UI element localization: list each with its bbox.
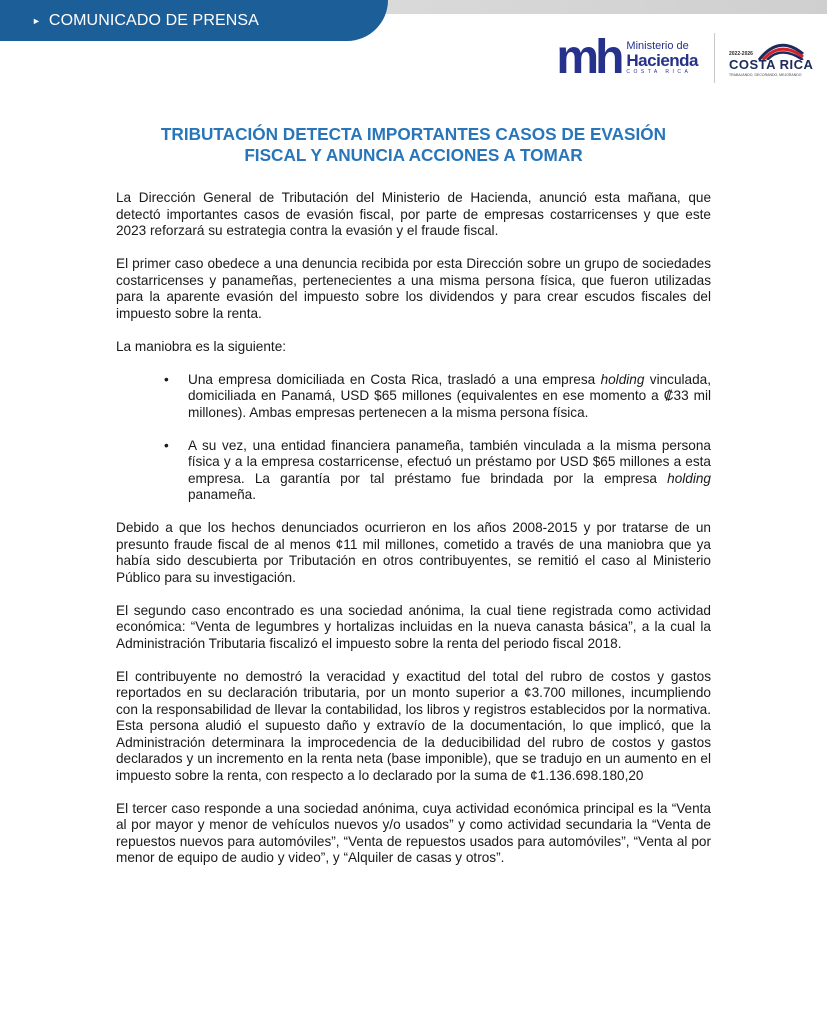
cr-logo-name: COSTA RICA <box>729 56 814 72</box>
maneuver-list <box>116 372 711 504</box>
paragraph-referral: Debido a que los hechos denunciados ocurrieron en los años 2008-2015 y por tratarse de un presunto fraude fiscal de al menos ¢11 mil millones, cometido a través de una maniobra que ya había sido descubierta por Tributación en otros contribuyentes, se remitió el caso al Ministerio Público para su investigación. <box>116 520 711 585</box>
paragraph-maneuver-intro: La maniobra es la siguiente: <box>116 338 287 354</box>
logo-divider <box>714 33 715 83</box>
list-item-emphasis: holding <box>600 371 645 387</box>
mh-logo-line2: Hacienda <box>626 50 698 70</box>
paragraph-intro: La Dirección General de Tributación del Ministerio de Hacienda, anunció esta mañana, que detectó importantes casos de evasión fiscal, por parte de empresas costarricenses y que este 2023 reforzará su estrategia contra la evasión y el fraude fiscal. <box>116 190 711 238</box>
list-item <box>164 437 711 504</box>
paragraph-first-case: El primer caso obedece a una denuncia recibida por esta Dirección sobre un grupo de sociedades costarricenses y panameñas, pertenecientes a una misma persona física, que fueron utilizadas para la aparente evasión del impuesto sobre los dividendos y para crear escudos fiscales del impuesto sobre la renta. <box>116 256 711 321</box>
cr-logo-tagline: TRABAJANDO, DECORANDO, MEJORANDO <box>729 72 802 77</box>
banner-label: COMUNICADO DE PRENSA <box>48 11 259 29</box>
mh-logo-line3: COSTA RICA <box>626 68 692 75</box>
list-item-text-end: panameña. <box>188 487 257 502</box>
list-item-text-end: vinculada, domiciliada en Panamá, USD $65 millones (equivalentes en ese momento a ₡33 mil millones). Ambas empresas pertenecen a la misma persona física. <box>188 371 711 420</box>
paragraph-second-case-detail: El contribuyente no demostró la veracidad y exactitud del total del rubro de costos y gastos reportados en su declaración tributaria, por un monto superior a ¢3.700 millones, incumpliendo con la responsabilidad de llevar la contabilidad, los libros y registros establecidos por la normativa. Esta persona aludió el supuesto daño y extravío de la documentación, lo que implicó, que la Administración determinara la improcedencia de la deducibilidad del rubro de costos y gastos declarados y un incremento en la renta neta (base imponible), que se tradujo en un aumento en el impuesto sobre la renta, con respecto a lo declarado por la suma de ¢1.136.698.180,20 <box>116 668 711 783</box>
bullet-dot-icon: • <box>164 437 169 453</box>
press-release-banner <box>0 0 388 41</box>
paragraph-third-case: El tercer caso responde a una sociedad anónima, cuya actividad económica principal es la “Venta al por mayor y menor de vehículos nuevos y/o usados” y como actividad secundaria la “Venta de repuestos nuevos para automóviles”, “Venta de repuestos usados para automóviles”, “Venta al por menor de equipo de audio y video”, y “Alquiler de casas y otros”. <box>116 800 711 865</box>
ministerio-hacienda-logo <box>556 30 698 84</box>
header-logos <box>556 30 814 85</box>
list-item-emphasis: holding <box>667 470 711 486</box>
triangle-bullet-icon: ► <box>32 15 41 26</box>
bullet-dot-icon: • <box>164 371 169 387</box>
mh-logo-text <box>626 41 698 75</box>
list-item-text-start: A su vez, una entidad financiera panameña, también vinculada a la misma persona física y a la empresa costarricense, efectuó un préstamo por USD $65 millones a esta empresa. La garantía por tal préstamo fue brindada por la empresa <box>188 437 711 486</box>
headline <box>80 124 747 166</box>
headline-line-2: FISCAL Y ANUNCIA ACCIONES A TOMAR <box>244 145 583 165</box>
headline-line-1: TRIBUTACIÓN DETECTA IMPORTANTES CASOS DE EVASIÓN <box>160 124 667 144</box>
mh-logo-mark: mh <box>556 30 621 84</box>
mh-logo-line1: Ministerio de <box>626 39 689 52</box>
cr-logo-years: 2022-2026 <box>729 50 753 57</box>
article-body <box>116 190 711 883</box>
paragraph-second-case: El segundo caso encontrado es una sociedad anónima, la cual tiene registrada como actividad económica: “Venta de legumbres y hortalizas incluidas en la nueva canasta básica”, a la cual la Administración Tributaria fiscalizó el impuesto sobre la renta del periodo fiscal 2018. <box>116 602 711 651</box>
list-item <box>164 371 711 422</box>
costa-rica-government-logo <box>729 38 814 78</box>
list-item-text-start: Una empresa domiciliada en Costa Rica, trasladó a una empresa <box>188 371 601 387</box>
